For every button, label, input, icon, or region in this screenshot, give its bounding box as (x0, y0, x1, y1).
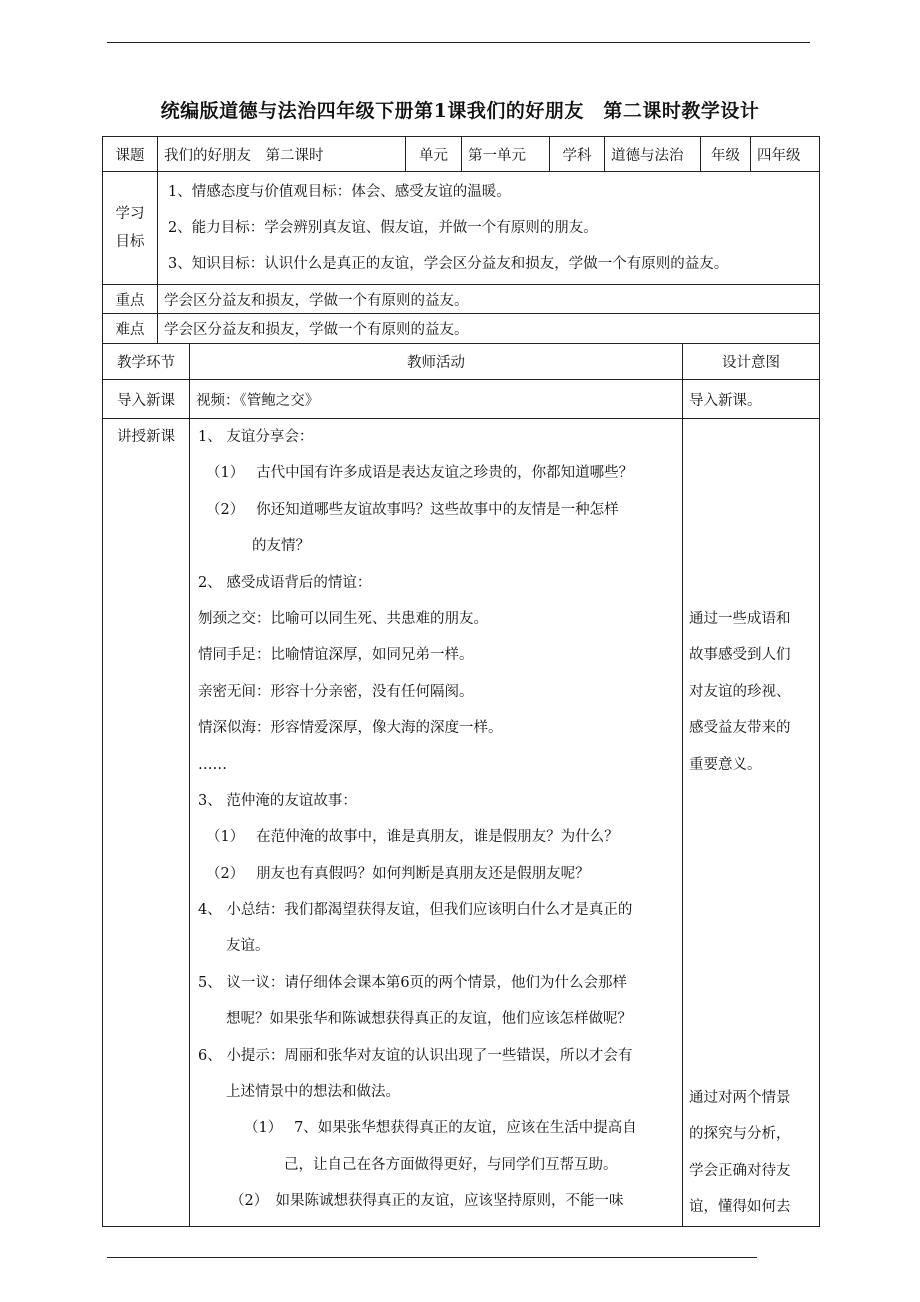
unit-value: 第一单元 (462, 137, 550, 172)
intent-line: 故事感受到人们 (689, 647, 791, 664)
activity-table (102, 343, 820, 1227)
lecture-line: 想呢？如果张华和陈诚想获得真正的友谊，他们应该怎样做呢？ (226, 1011, 632, 1028)
lecture-line: （2） 如果陈诚想获得真正的友谊，应该坚持原则，不能一味 (230, 1193, 624, 1210)
lecture-line: 2、 感受成语背后的情谊： (198, 574, 372, 591)
intent-line: 感受益友带来的 (689, 720, 791, 737)
lecture-line: （2） 朋友也有真假吗？如何判断是真朋友还是假朋友呢？ (206, 865, 590, 882)
lecture-stage-label: 讲授新课 (117, 429, 175, 445)
topic-label: 课题 (103, 137, 158, 172)
subject-label: 学科 (550, 137, 605, 172)
lecture-line: 3、 范仲淹的友谊故事： (198, 792, 357, 809)
intent-line: 谊，懂得如何去 (689, 1199, 791, 1216)
grade-label: 年级 (701, 137, 751, 172)
goal-item: 1、情感态度与价值观目标：体会、感受友谊的温暖。 (168, 184, 511, 200)
info-table (102, 136, 820, 344)
unit-label: 单元 (406, 137, 462, 172)
header-rule (107, 42, 810, 43)
key-point-label: 重点 (103, 285, 158, 314)
topic-value: 我们的好朋友 第二课时 (158, 137, 406, 172)
lecture-line: 亲密无间：形容十分亲密，没有任何隔阂。 (198, 683, 474, 700)
header-stage: 教学环节 (103, 344, 190, 380)
lecture-line: 情同手足：比喻情谊深厚，如同兄弟一样。 (198, 647, 474, 664)
intent-line: 的探究与分析， (689, 1126, 791, 1143)
lecture-intent (683, 419, 820, 1227)
lecture-line: （2） 你还知道哪些友谊故事吗？这些故事中的友情是一种怎样 (206, 501, 619, 518)
lecture-line: 1、 友谊分享会： (198, 429, 314, 445)
lecture-line: 6、 小提示：周丽和张华对友谊的认识出现了一些错误，所以才会有 (198, 1047, 633, 1064)
lecture-line: 友谊。 (226, 938, 270, 955)
lecture-line: （1） 古代中国有许多成语是表达友谊之珍贵的，你都知道哪些？ (206, 465, 634, 482)
lecture-line: 5、 议一议：请仔细体会课本第6页的两个情景，他们为什么会那样 (198, 974, 628, 991)
intro-stage: 导入新课 (103, 380, 190, 419)
intent-line: 通过对两个情景 (689, 1089, 791, 1106)
lecture-activity (190, 419, 683, 1227)
goal-item: 3、知识目标：认识什么是真正的友谊，学会区分益友和损友，学做一个有原则的益友。 (168, 256, 729, 272)
header-activity: 教师活动 (190, 344, 683, 380)
header-intent: 设计意图 (683, 344, 820, 380)
lecture-line: （1） 在范仲淹的故事中，谁是真朋友，谁是假朋友？为什么？ (206, 829, 619, 846)
intro-activity: 视频：《管鲍之交》 (190, 380, 683, 419)
lecture-line: …… (198, 756, 227, 773)
goals-label-line: 学习 (115, 206, 145, 222)
lecture-line: （1） 7、如果张华想获得真正的友谊，应该在生活中提高自 (244, 1120, 637, 1137)
goals-content (158, 172, 820, 285)
goals-label (103, 172, 158, 285)
lecture-line: 4、 小总结：我们都渴望获得友谊，但我们应该明白什么才是真正的 (198, 902, 633, 919)
intent-line: 对友谊的珍视、 (689, 683, 791, 700)
lecture-stage (103, 419, 190, 1227)
subject-value: 道德与法治 (605, 137, 701, 172)
difficulty-label: 难点 (103, 314, 158, 344)
lecture-line: 情深似海：形容情爱深厚，像大海的深度一样。 (198, 720, 503, 737)
document-title: 统编版道德与法治四年级下册第1课我们的好朋友 第二课时教学设计 (160, 100, 760, 122)
lecture-line: 上述情景中的想法和做法。 (226, 1084, 400, 1101)
lecture-line: 刎颈之交：比喻可以同生死、共患难的朋友。 (198, 610, 488, 627)
grade-value: 四年级 (751, 137, 820, 172)
intent-line: 学会正确对待友 (689, 1162, 791, 1179)
lecture-line: 己，让自己在各方面做得更好，与同学们互帮互助。 (284, 1156, 618, 1173)
lecture-line: 的友情？ (252, 538, 310, 555)
goals-label-line: 目标 (115, 234, 145, 250)
intent-line: 通过一些成语和 (689, 611, 791, 627)
intent-line: 重要意义。 (689, 756, 762, 773)
footer-rule (107, 1257, 757, 1258)
goal-item: 2、能力目标：学会辨别真友谊、假友谊，并做一个有原则的朋友。 (168, 220, 598, 236)
difficulty-value: 学会区分益友和损友，学做一个有原则的益友。 (158, 314, 820, 344)
key-point-value: 学会区分益友和损友，学做一个有原则的益友。 (158, 285, 820, 314)
intro-intent: 导入新课。 (683, 380, 820, 419)
